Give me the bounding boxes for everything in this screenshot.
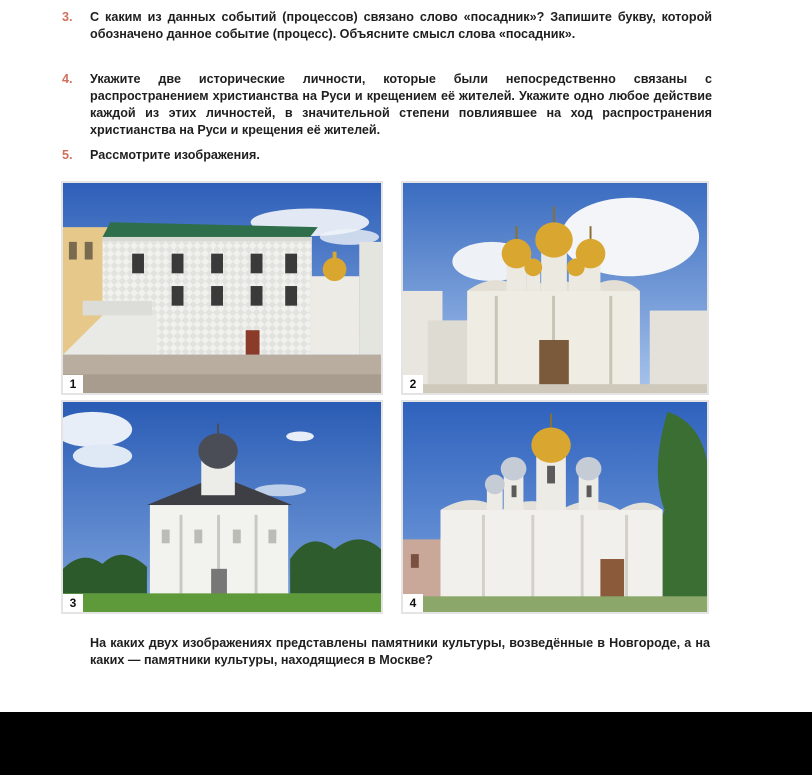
question-number: 3. — [62, 10, 73, 24]
photo-st-sophia-cathedral — [401, 400, 709, 614]
question-number: 5. — [62, 148, 73, 162]
st-sophia-cathedral-image — [403, 402, 707, 612]
photo-number-label: 1 — [63, 375, 83, 393]
assumption-cathedral-image — [403, 183, 707, 393]
photo-number-label: 3 — [63, 594, 83, 612]
final-question-text: На каких двух изображениях представлены памятники культуры, возведённые в Новгороде, а на каких — памятники культуры, находящиеся в Москве? — [90, 636, 710, 667]
faceted-palace-image — [63, 183, 381, 393]
question-number: 4. — [62, 72, 73, 86]
photo-assumption-cathedral — [401, 181, 709, 395]
photo-church-of-transfiguration — [61, 400, 383, 614]
question-4 — [62, 71, 712, 139]
photo-number-label: 4 — [403, 594, 423, 612]
question-text: Укажите две исторические личности, которые были непосредственно связаны с распространением христианства на Руси и крещением её жителей. Укажите одно любое действие каждой из этих личностей, в значительной степени повлиявшее на ход распространения христианства на Руси и крещения её жителей. — [90, 72, 712, 137]
question-text: С каким из данных событий (процессов) связано слово «посадник»? Запишите букву, которой обозначено данное событие (процесс). Объясните смысл слова «посадник». — [90, 10, 712, 41]
question-3 — [62, 9, 712, 43]
photo-faceted-palace — [61, 181, 383, 395]
question-text: Рассмотрите изображения. — [90, 148, 260, 162]
transfiguration-church-image — [63, 402, 381, 612]
photo-number-label: 2 — [403, 375, 423, 393]
bottom-black-bar — [0, 712, 812, 775]
question-5 — [62, 147, 712, 164]
